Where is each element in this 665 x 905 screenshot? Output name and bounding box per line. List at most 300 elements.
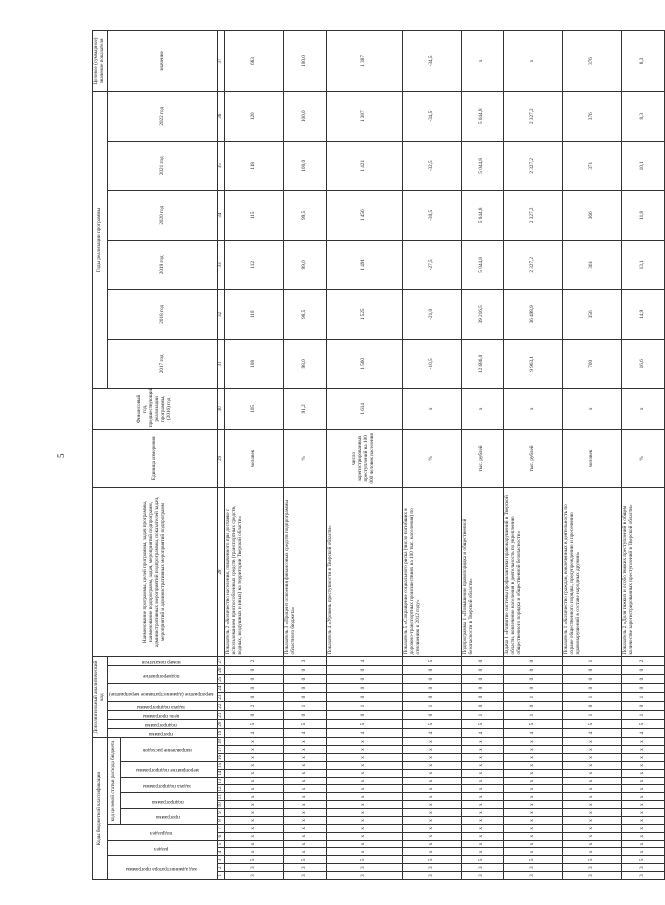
code-cell: х bbox=[225, 754, 284, 762]
code-cell: х bbox=[622, 832, 664, 840]
direction-code-header: задача подпрограммы bbox=[143, 782, 192, 789]
code-cell: 3 bbox=[326, 864, 402, 872]
code-cell: х bbox=[504, 801, 563, 809]
analytic-code-cell: 0 bbox=[326, 693, 402, 702]
analytic-code-cell: 1 bbox=[326, 702, 402, 711]
name-cell: Показатель 2 «Количество населения, охваченного при доставке с использованием приспособленных средств (транспортных средств, водных, воздушных и иных) на территории Тверской области» bbox=[225, 488, 284, 657]
analytic-code-cell: 0 bbox=[504, 702, 563, 711]
analytic-code-cell: 0 bbox=[504, 666, 563, 675]
a-goal-header: цель программы bbox=[143, 712, 180, 719]
code-cell: х bbox=[326, 793, 402, 801]
target-value-cell: х bbox=[504, 31, 563, 92]
analytic-code-cell: 1 bbox=[402, 702, 461, 711]
year-value-cell: 371 bbox=[563, 141, 622, 191]
year-value-cell: 112 bbox=[225, 240, 284, 290]
code-cell: х bbox=[225, 848, 284, 856]
code-cell: 3 bbox=[225, 872, 284, 880]
analytic-code-cell: 0 bbox=[563, 702, 622, 711]
target-value-cell: -34,5 bbox=[402, 31, 461, 92]
code-cell: х bbox=[284, 777, 326, 785]
target-value-cell: 376 bbox=[563, 31, 622, 92]
code-cell: х bbox=[461, 848, 503, 856]
code-cell: х bbox=[563, 761, 622, 769]
code-cell: х bbox=[563, 738, 622, 746]
year-value-cell: 16,6 bbox=[622, 339, 664, 389]
year-value-cell: 99,5 bbox=[284, 191, 326, 241]
unit-cell: число зарегистрированных преступлений на 100 000 человек населения bbox=[326, 429, 402, 488]
code-cell: х bbox=[563, 832, 622, 840]
table-row bbox=[284, 31, 326, 880]
code-cell: 3 bbox=[225, 864, 284, 872]
analytic-code-cell: 0 bbox=[402, 666, 461, 675]
code-cell: х bbox=[563, 746, 622, 754]
analytic-code-cell: 2 bbox=[225, 656, 284, 665]
code-cell: 3 bbox=[622, 864, 664, 872]
section-header: раздел bbox=[154, 845, 169, 852]
analytic-code-cell: 1 bbox=[563, 693, 622, 702]
col-num: 14 bbox=[218, 770, 224, 776]
code-cell: х bbox=[504, 809, 563, 817]
analytic-code-cell: 5 bbox=[402, 720, 461, 729]
code-cell: х bbox=[504, 777, 563, 785]
analytic-code-cell: 0 bbox=[504, 675, 563, 684]
year-value-cell: 2 327,2 bbox=[504, 191, 563, 241]
col-num: 9 bbox=[218, 809, 225, 817]
col-num: 4 bbox=[218, 848, 225, 856]
year-value-cell: 700 bbox=[563, 339, 622, 389]
year-value-cell: -32,5 bbox=[402, 141, 461, 191]
code-cell: х bbox=[326, 738, 402, 746]
col-num: 10 bbox=[218, 802, 224, 808]
event-code-header: мероприятие подпрограммы bbox=[136, 767, 199, 774]
code-cell: х bbox=[326, 801, 402, 809]
year-value-cell: 5 044,8 bbox=[461, 191, 503, 241]
analytic-code-cell: 0 bbox=[504, 684, 563, 693]
year-value-cell: 5 044,8 bbox=[461, 240, 503, 290]
name-cell: Задача 1 «Развитие системы профилактики правонарушений в Тверской области, вовлечение населения в деятельность по укреплению общественного порядка и общественной безопасности» bbox=[504, 488, 563, 657]
year-value-cell: -30,5 bbox=[402, 191, 461, 241]
base-year-cell: 105 bbox=[225, 389, 284, 430]
unit-cell: тыс. рублей bbox=[504, 429, 563, 488]
col-num: 3 bbox=[218, 856, 225, 864]
code-cell: х bbox=[402, 761, 461, 769]
year-value-cell: 5 044,8 bbox=[461, 91, 503, 141]
year-value-cell: 1 491 bbox=[326, 240, 402, 290]
year-value-cell: 98,0 bbox=[284, 339, 326, 389]
y2018-header: 2018 год bbox=[107, 290, 218, 340]
spending-dir-header: направление расходов bbox=[143, 747, 192, 754]
subsection-header: подраздел bbox=[150, 830, 173, 837]
code-cell: х bbox=[504, 769, 563, 777]
target-group-header: Целевое (суммарное) значение показателя bbox=[93, 31, 108, 92]
year-value-cell: 5 044,8 bbox=[461, 141, 503, 191]
code-cell: х bbox=[504, 785, 563, 793]
col-num: 6 bbox=[218, 832, 225, 840]
code-cell: х bbox=[225, 817, 284, 825]
year-value-cell: 100,0 bbox=[284, 91, 326, 141]
year-value-cell: 99,0 bbox=[284, 240, 326, 290]
admin-code-header: код администратора программы bbox=[125, 865, 197, 872]
base-year-cell: 91,2 bbox=[284, 389, 326, 430]
code-cell: х bbox=[326, 817, 402, 825]
code-cell: х bbox=[563, 817, 622, 825]
name-header: Наименование программы, целей программы, задач программы, наименование подпрограмм, задач, мероприятий подпрограмм, административных мероприятий подпрограммы, показателей задач, мероприятий и административных мероприятий подпрограмм bbox=[93, 488, 218, 657]
year-value-cell: 2 327,2 bbox=[504, 91, 563, 141]
year-value-cell: 2 327,2 bbox=[504, 141, 563, 191]
col-num: 18 bbox=[218, 739, 224, 745]
code-cell: х bbox=[504, 840, 563, 848]
col-num: 24 bbox=[218, 685, 224, 691]
target-value-header: значение bbox=[107, 31, 218, 92]
code-cell: х bbox=[461, 832, 503, 840]
analytic-code-cell: 0 bbox=[284, 666, 326, 675]
code-cell: х bbox=[461, 738, 503, 746]
unit-cell: % bbox=[622, 429, 664, 488]
col-num: 34 bbox=[218, 191, 225, 241]
col-num: 7 bbox=[218, 824, 225, 832]
code-cell: х bbox=[225, 738, 284, 746]
a-task-header: задача подпрограммы bbox=[137, 703, 186, 710]
code-cell: 3 bbox=[461, 872, 503, 880]
code-cell: х bbox=[326, 824, 402, 832]
col-num: 36 bbox=[218, 91, 225, 141]
analytic-code-cell: 4 bbox=[622, 729, 664, 738]
analytic-code-cell: 4 bbox=[225, 729, 284, 738]
program-code-header: программа bbox=[155, 814, 180, 821]
code-cell: х bbox=[504, 824, 563, 832]
col-num: 19 bbox=[218, 730, 224, 736]
code-cell: х bbox=[622, 840, 664, 848]
code-cell: 5 bbox=[225, 856, 284, 864]
analytic-code-cell: 0 bbox=[461, 656, 503, 665]
code-cell: х bbox=[402, 848, 461, 856]
code-cell: 3 bbox=[563, 864, 622, 872]
code-cell: х bbox=[225, 840, 284, 848]
code-cell: х bbox=[461, 801, 503, 809]
col-num: 30 bbox=[218, 389, 225, 430]
analytic-code-cell: 1 bbox=[461, 711, 503, 720]
year-value-cell: 118 bbox=[225, 141, 284, 191]
code-cell: х bbox=[461, 746, 503, 754]
year-value-cell: 361 bbox=[563, 240, 622, 290]
year-value-cell: 2 327,2 bbox=[504, 240, 563, 290]
code-cell: х bbox=[504, 761, 563, 769]
code-cell: х bbox=[461, 793, 503, 801]
analytic-code-cell: 0 bbox=[326, 666, 402, 675]
code-cell: х bbox=[225, 801, 284, 809]
code-cell: х bbox=[402, 817, 461, 825]
code-cell: 5 bbox=[504, 856, 563, 864]
code-cell: х bbox=[563, 824, 622, 832]
code-cell: х bbox=[622, 801, 664, 809]
code-cell: х bbox=[284, 769, 326, 777]
code-cell: х bbox=[402, 738, 461, 746]
years-group-header: Годы реализации программы bbox=[93, 91, 108, 388]
code-cell: х bbox=[504, 738, 563, 746]
code-cell: х bbox=[284, 801, 326, 809]
analytic-code-cell: 1 bbox=[563, 711, 622, 720]
col-num: 16 bbox=[218, 754, 224, 760]
code-cell: 3 bbox=[284, 864, 326, 872]
column-number-row bbox=[218, 31, 225, 880]
code-cell: х bbox=[563, 840, 622, 848]
analytic-code-cell: 0 bbox=[461, 684, 503, 693]
analytic-code-cell: 0 bbox=[461, 675, 503, 684]
code-cell: х bbox=[326, 746, 402, 754]
analytic-code-cell: 0 bbox=[402, 675, 461, 684]
y2022-header: 2022 год bbox=[107, 91, 218, 141]
code-cell: х bbox=[563, 793, 622, 801]
code-cell: х bbox=[563, 769, 622, 777]
col-num: 25 bbox=[218, 676, 224, 682]
year-value-cell: 1 421 bbox=[326, 141, 402, 191]
code-cell: х bbox=[622, 809, 664, 817]
code-cell: х bbox=[622, 817, 664, 825]
code-cell: 5 bbox=[461, 856, 503, 864]
code-cell: х bbox=[225, 824, 284, 832]
code-cell: х bbox=[326, 754, 402, 762]
year-value-cell: 9 963,1 bbox=[504, 339, 563, 389]
col-num: 21 bbox=[218, 712, 224, 718]
code-cell: 5 bbox=[326, 856, 402, 864]
analytic-code-cell: 0 bbox=[504, 656, 563, 665]
a-program-header: программа bbox=[149, 730, 174, 737]
code-cell: х bbox=[225, 785, 284, 793]
code-cell: х bbox=[284, 817, 326, 825]
code-cell: х bbox=[622, 761, 664, 769]
table-row bbox=[563, 31, 622, 880]
code-cell: х bbox=[622, 769, 664, 777]
code-cell: х bbox=[284, 840, 326, 848]
unit-cell: % bbox=[402, 429, 461, 488]
col-num: 1 bbox=[218, 872, 225, 880]
analytic-code-cell: 5 bbox=[225, 720, 284, 729]
code-cell: х bbox=[461, 769, 503, 777]
a-indicator-header: номер показателя bbox=[141, 658, 181, 665]
code-cell: х bbox=[284, 785, 326, 793]
analytic-code-cell: 5 bbox=[622, 720, 664, 729]
unit-cell: человек bbox=[563, 429, 622, 488]
col-num: 26 bbox=[218, 667, 224, 673]
analytic-code-cell: 5 bbox=[461, 720, 503, 729]
name-cell: Показатель 3 «Процент освоения финансовых средств подпрограммы областного бюджета» bbox=[284, 488, 326, 657]
code-cell: 5 bbox=[563, 856, 622, 864]
code-cell: 3 bbox=[504, 872, 563, 880]
analytic-code-cell: 2 bbox=[622, 656, 664, 665]
table-row bbox=[402, 31, 461, 880]
analytic-code-cell: 0 bbox=[402, 711, 461, 720]
base-year-cell: х bbox=[504, 389, 563, 430]
name-cell: Показатель 1 «Количество граждан, вовлеченных в деятельность по охране общественного порядка, предупреждению и пресечению правонарушений в составе народных дружин» bbox=[563, 488, 622, 657]
table-row bbox=[326, 31, 402, 880]
col-num: 27 bbox=[218, 656, 225, 665]
analytic-code-cell: 0 bbox=[461, 693, 503, 702]
col-num: 5 bbox=[218, 840, 225, 848]
a-subprogram-header: подпрограмма bbox=[145, 721, 178, 728]
code-cell: х bbox=[504, 817, 563, 825]
analytic-code-cell: 4 bbox=[402, 729, 461, 738]
col-num: 31 bbox=[218, 339, 225, 389]
code-cell: х bbox=[402, 809, 461, 817]
code-cell: 5 bbox=[284, 856, 326, 864]
year-value-cell: 1 560 bbox=[326, 339, 402, 389]
target-value-cell: 8,3 bbox=[622, 31, 664, 92]
col-num: 11 bbox=[218, 794, 224, 800]
table-row bbox=[504, 31, 563, 880]
table-body bbox=[225, 31, 665, 880]
code-cell: х bbox=[622, 793, 664, 801]
code-cell: х bbox=[461, 817, 503, 825]
analytic-code-cell: 0 bbox=[622, 675, 664, 684]
code-cell: 3 bbox=[461, 864, 503, 872]
analytic-code-cell: 5 bbox=[402, 656, 461, 665]
target-value-cell: 100,0 bbox=[284, 31, 326, 92]
analytic-code-cell: 4 bbox=[461, 729, 503, 738]
y2019-header: 2019 год bbox=[107, 240, 218, 290]
year-value-cell: 14,9 bbox=[622, 290, 664, 340]
table-row bbox=[225, 31, 284, 880]
col-num: 17 bbox=[218, 747, 224, 753]
code-cell: х bbox=[284, 824, 326, 832]
code-cell: х bbox=[225, 809, 284, 817]
year-value-cell: 366 bbox=[563, 191, 622, 241]
y2021-header: 2021 год bbox=[107, 141, 218, 191]
code-cell: х bbox=[563, 801, 622, 809]
base-year-cell: х bbox=[402, 389, 461, 430]
code-cell: х bbox=[402, 793, 461, 801]
code-cell: х bbox=[225, 793, 284, 801]
code-cell: х bbox=[563, 809, 622, 817]
col-num: 8 bbox=[218, 817, 225, 825]
code-cell: х bbox=[402, 801, 461, 809]
analytic-code-cell: 5 bbox=[504, 720, 563, 729]
analytic-code-cell: 4 bbox=[326, 729, 402, 738]
code-cell: х bbox=[326, 840, 402, 848]
year-value-cell: 356 bbox=[563, 290, 622, 340]
unit-cell: тыс. рублей bbox=[461, 429, 503, 488]
col-num: 23 bbox=[218, 694, 224, 700]
analytic-code-cell: 0 bbox=[225, 711, 284, 720]
code-cell: х bbox=[563, 754, 622, 762]
year-value-cell: 10,1 bbox=[622, 141, 664, 191]
col-num: 37 bbox=[218, 31, 225, 92]
target-value-cell: 683 bbox=[225, 31, 284, 92]
analytic-code-cell: 0 bbox=[326, 684, 402, 693]
col-num: 29 bbox=[218, 429, 225, 488]
base-year-cell: х bbox=[461, 389, 503, 430]
code-cell: х bbox=[284, 754, 326, 762]
analytic-code-cell: 0 bbox=[284, 684, 326, 693]
analytic-code-cell: 0 bbox=[622, 684, 664, 693]
y2017-header: 2017 год bbox=[107, 339, 218, 389]
col-num: 20 bbox=[218, 721, 224, 727]
col-num: 15 bbox=[218, 762, 224, 768]
analytic-code-cell: 1 bbox=[622, 711, 664, 720]
year-value-cell: 100,0 bbox=[284, 141, 326, 191]
analytic-code-cell: 0 bbox=[461, 666, 503, 675]
year-value-cell: 98,5 bbox=[284, 290, 326, 340]
analytic-code-cell: 5 bbox=[326, 720, 402, 729]
analytic-code-cell: 4 bbox=[284, 729, 326, 738]
program-table-rotated bbox=[92, 30, 646, 880]
code-cell: х bbox=[563, 777, 622, 785]
code-cell: 3 bbox=[284, 872, 326, 880]
code-cell: 3 bbox=[326, 872, 402, 880]
year-value-cell: 12 686,0 bbox=[461, 339, 503, 389]
target-value-cell: х bbox=[461, 31, 503, 92]
year-value-cell: 376 bbox=[563, 91, 622, 141]
analytic-code-cell: 1 bbox=[563, 656, 622, 665]
code-cell: х bbox=[326, 848, 402, 856]
base-year-cell: 1 614 bbox=[326, 389, 402, 430]
col-num: 33 bbox=[218, 240, 225, 290]
code-cell: х bbox=[622, 738, 664, 746]
y2020-header: 2020 год bbox=[107, 191, 218, 241]
col-num: 12 bbox=[218, 786, 224, 792]
code-cell: х bbox=[402, 746, 461, 754]
year-value-cell: -21,0 bbox=[402, 290, 461, 340]
analytic-code-cell: 0 bbox=[225, 675, 284, 684]
year-value-cell: 39 216,5 bbox=[461, 290, 503, 340]
code-cell: х bbox=[402, 824, 461, 832]
year-value-cell: 11,8 bbox=[622, 191, 664, 241]
code-cell: х bbox=[225, 832, 284, 840]
analytic-code-cell: 0 bbox=[284, 711, 326, 720]
code-cell: х bbox=[563, 848, 622, 856]
code-cell: х bbox=[284, 848, 326, 856]
code-cell: х bbox=[622, 785, 664, 793]
analytic-code-cell: 0 bbox=[402, 684, 461, 693]
code-cell: х bbox=[225, 746, 284, 754]
code-cell: х bbox=[622, 848, 664, 856]
subprogram-code-header: подпрограмма bbox=[151, 798, 184, 805]
code-cell: х bbox=[461, 840, 503, 848]
code-cell: х bbox=[461, 754, 503, 762]
analytic-code-cell: 0 bbox=[326, 675, 402, 684]
code-cell: х bbox=[326, 832, 402, 840]
code-cell: х bbox=[622, 777, 664, 785]
analytic-code-cell: 4 bbox=[563, 729, 622, 738]
analytic-code-cell: 5 bbox=[284, 720, 326, 729]
code-cell: х bbox=[622, 746, 664, 754]
name-cell: Показатель 4 «Уровень преступности в Тверской области» bbox=[326, 488, 402, 657]
code-cell: х bbox=[326, 769, 402, 777]
code-cell: х bbox=[284, 761, 326, 769]
code-cell: х bbox=[402, 777, 461, 785]
analytic-code-cell: 1 bbox=[504, 693, 563, 702]
year-value-cell: 120 bbox=[225, 91, 284, 141]
code-cell: х bbox=[284, 793, 326, 801]
analytic-code-cell: 4 bbox=[504, 729, 563, 738]
year-value-cell: 1 525 bbox=[326, 290, 402, 340]
analytic-code-cell: 0 bbox=[225, 693, 284, 702]
year-value-cell: 115 bbox=[225, 191, 284, 241]
fin-year-header: Финансовый год, предшествующий реализации программы, (2016) год bbox=[93, 389, 218, 430]
codes-group-header: Коды бюджетной классификации bbox=[93, 738, 108, 880]
analytic-code-cell: 1 bbox=[504, 711, 563, 720]
year-value-cell: 110 bbox=[225, 290, 284, 340]
col-num: 32 bbox=[218, 290, 225, 340]
code-cell: х bbox=[402, 785, 461, 793]
col-num: 13 bbox=[218, 778, 224, 784]
year-value-cell: -10,5 bbox=[402, 339, 461, 389]
code-cell: х bbox=[284, 746, 326, 754]
base-year-cell: х bbox=[563, 389, 622, 430]
code-cell: х bbox=[622, 754, 664, 762]
code-cell: х bbox=[461, 824, 503, 832]
analytic-code-cell: 0 bbox=[622, 666, 664, 675]
code-cell: х bbox=[326, 785, 402, 793]
